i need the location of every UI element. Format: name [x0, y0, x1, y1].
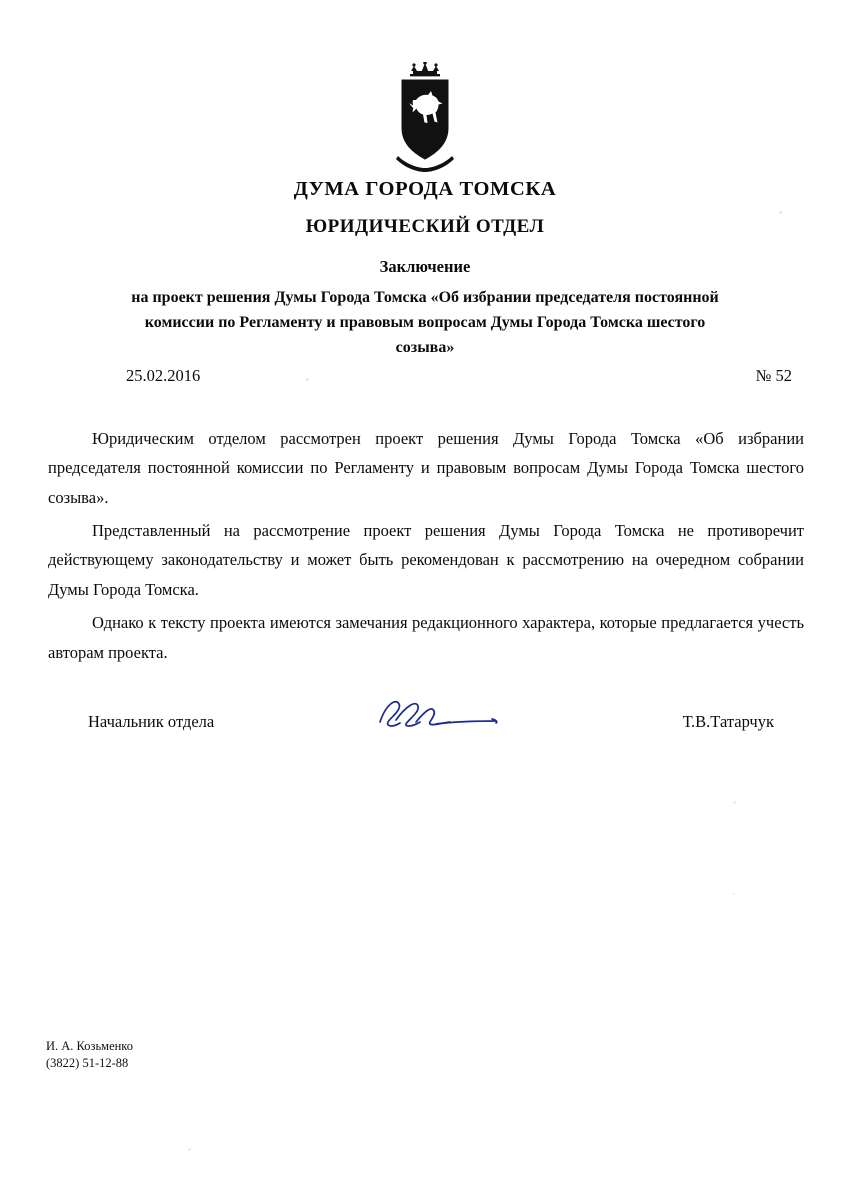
scan-speckle [733, 801, 736, 804]
scan-speckle [733, 893, 735, 895]
department-title: ЮРИДИЧЕСКИЙ ОТДЕЛ [305, 215, 545, 237]
signer-name: Т.В.Татарчук [682, 712, 774, 731]
body-paragraph: Представленный на рассмотрение проект решения Думы Города Томска не противоречит действующему законодательству и может быть рекомендован к рассмотрению на очередном собрании Думы Города Томска. [48, 521, 804, 599]
organization-title: ДУМА ГОРОДА ТОМСКА [293, 178, 557, 200]
document-subject: на проект решения Думы Города Томска «Об избрании председателя постоянной комиссии по Регламенту и правовым вопросам Думы Города Томска шестого созыва» [131, 289, 719, 356]
document-number: № 52 [755, 366, 792, 385]
document-meta [96, 366, 802, 386]
coat-of-arms-emblem [0, 62, 850, 174]
document-header [0, 176, 850, 361]
scan-speckle [306, 378, 309, 381]
executor-name: И. А. Козьменко [46, 1039, 133, 1053]
signer-position: Начальник отдела [88, 712, 215, 731]
executor-phone: (3822) 51-12-88 [46, 1055, 129, 1070]
document-body [48, 424, 804, 667]
executor-info [46, 1038, 133, 1072]
body-paragraph: Юридическим отделом рассмотрен проект решения Думы Города Томска «Об избрании председателя постоянной комиссии по Регламенту и правовым вопросам Думы Города Томска шестого созыва». [48, 429, 804, 507]
document-date: 25.02.2016 [126, 366, 201, 385]
signature-row [48, 712, 804, 732]
body-paragraph: Однако к тексту проекта имеются замечания редакционного характера, которые предлагается учесть авторам проекта. [48, 613, 804, 662]
scan-speckle [188, 1148, 191, 1151]
scan-speckle [779, 211, 782, 214]
document-kind: Заключение [379, 257, 471, 277]
